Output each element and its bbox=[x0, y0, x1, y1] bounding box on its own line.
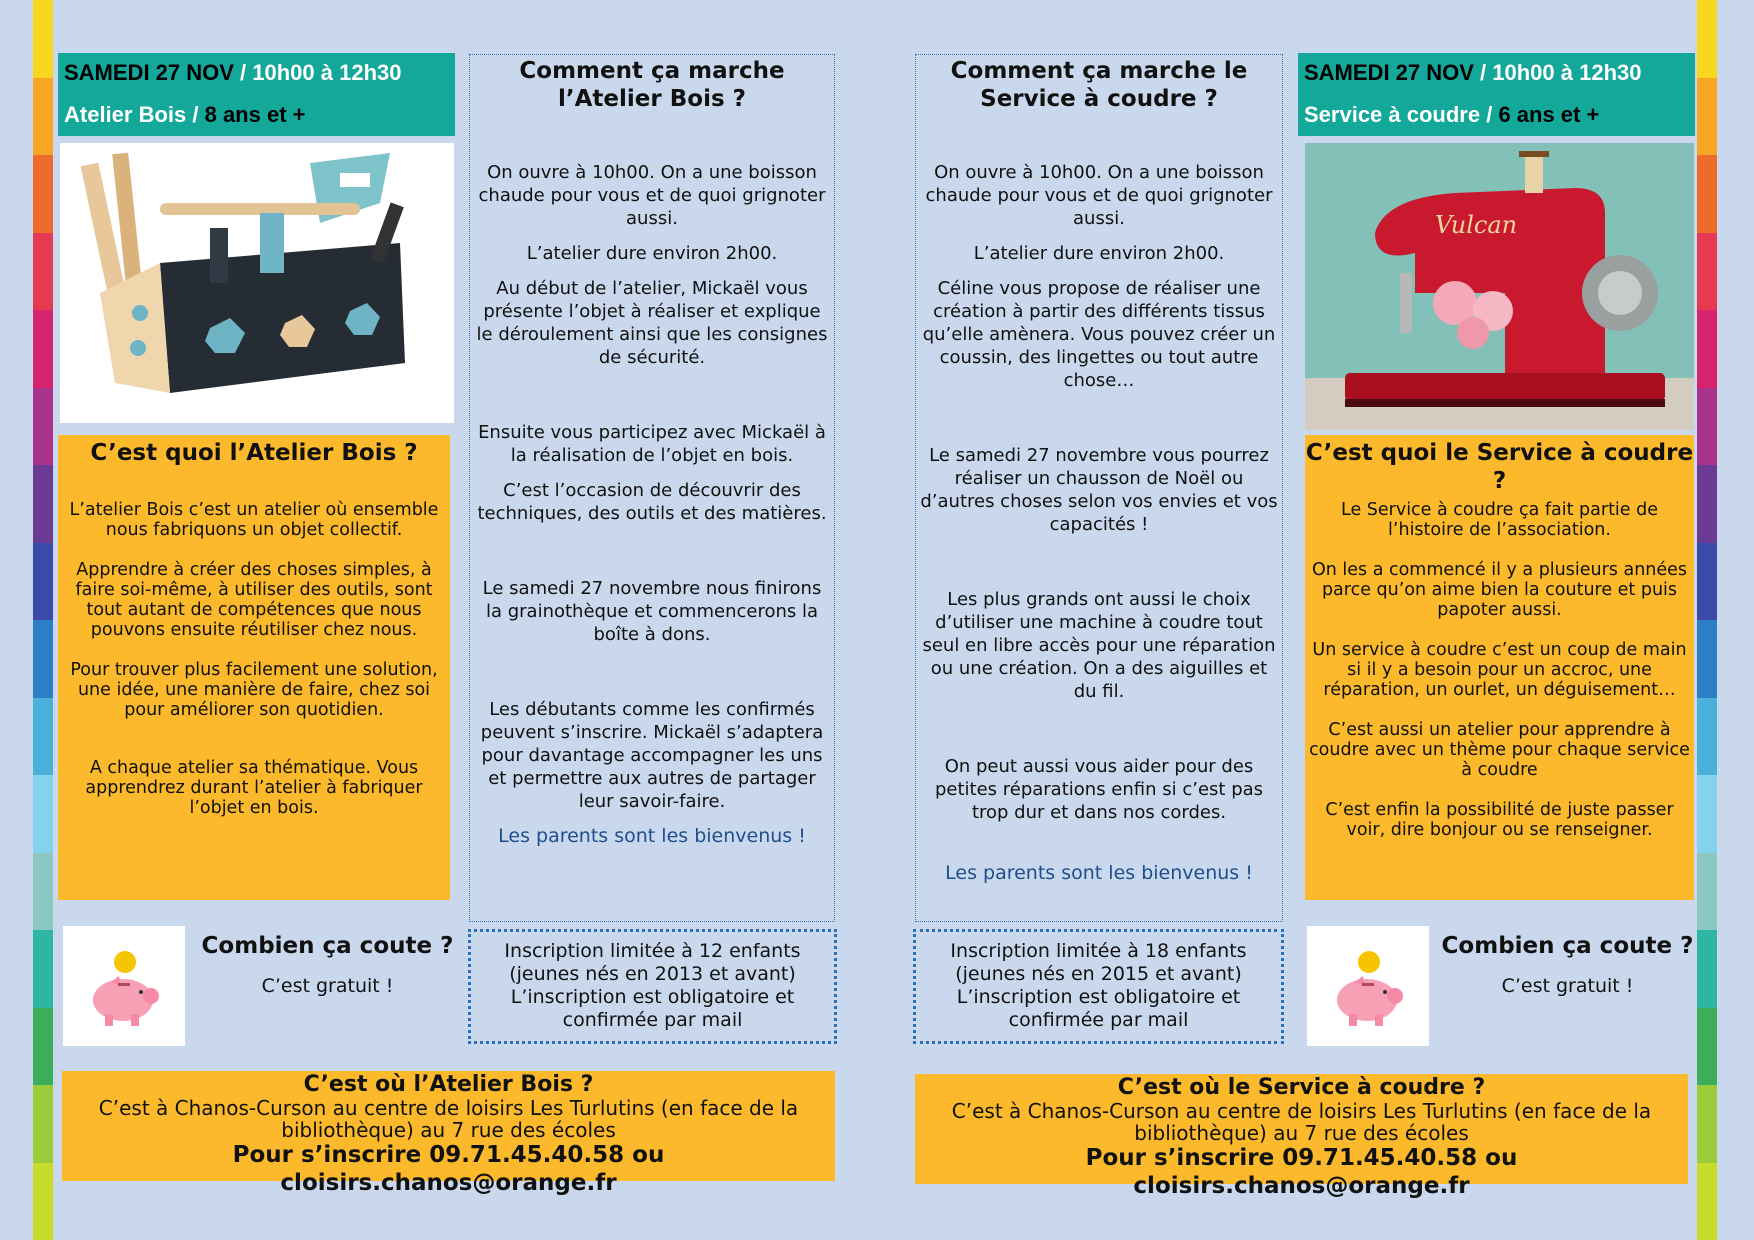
right-what-para-3: Un service à coudre c’est un coup de main si il y a besoin pour un accroc, une réparation, un ourlet, un déguisement… bbox=[1312, 640, 1687, 700]
stripe-segment bbox=[1697, 853, 1717, 931]
right-what-body bbox=[1309, 500, 1690, 852]
left-what-panel bbox=[58, 435, 450, 900]
left-what-para-3: Pour trouver plus facilement une solution, une idée, une manière de faire, chez soi pour améliorer son quotidien. bbox=[70, 660, 438, 720]
right-cost-value: C’est gratuit ! bbox=[1501, 975, 1634, 997]
stripe-segment bbox=[33, 155, 53, 233]
left-inscription-box bbox=[468, 929, 837, 1044]
right-what-para-1: Le Service à coudre ça fait partie de l’histoire de l’association. bbox=[1341, 500, 1658, 540]
left-what-title: C’est quoi l’Atelier Bois ? bbox=[90, 440, 418, 466]
left-how-para-2: L’atelier dure environ 2h00. bbox=[526, 243, 778, 264]
left-header-date: SAMEDI 27 NOV bbox=[64, 60, 234, 85]
right-how-para-6: On peut aussi vous aider pour des petites réparations enfin si c’est pas trop dur et dans nos cordes. bbox=[934, 756, 1264, 823]
right-header-date: SAMEDI 27 NOV bbox=[1304, 60, 1474, 85]
right-parents-note: Les parents sont les bienvenus ! bbox=[945, 862, 1253, 884]
right-what-panel bbox=[1305, 435, 1694, 900]
piggy-bank-icon bbox=[63, 926, 185, 1046]
right-how-para-1: On ouvre à 10h00. On a une boisson chaude pour vous et de quoi grignoter aussi. bbox=[925, 162, 1273, 229]
stripe-segment bbox=[1697, 775, 1717, 853]
stripe-segment bbox=[33, 465, 53, 543]
left-how-para-6: Le samedi 27 novembre nous finirons la grainothèque et commencerons la boîte à dons. bbox=[482, 578, 822, 645]
right-rainbow-stripe bbox=[1697, 0, 1717, 1240]
stripe-segment bbox=[1697, 1163, 1717, 1240]
piggy-bank-icon bbox=[1307, 926, 1429, 1046]
stripe-segment bbox=[1697, 310, 1717, 388]
stripe-segment bbox=[1697, 465, 1717, 543]
left-inscription-line-2: (jeunes nés en 2013 et avant) bbox=[509, 963, 796, 985]
right-what-para-4: C’est aussi un atelier pour apprendre à coudre avec un thème pour chaque service à coudre bbox=[1309, 720, 1690, 780]
stripe-segment bbox=[33, 78, 53, 156]
left-how-para-4: Ensuite vous participez avec Mickaël à la réalisation de l’objet en bois. bbox=[478, 422, 826, 466]
left-where-panel bbox=[62, 1071, 835, 1196]
stripe-segment bbox=[33, 1008, 53, 1086]
toolbox-icon bbox=[60, 143, 454, 423]
right-how-para-3: Céline vous propose de réaliser une création à partir des différents tissus qu’elle amènera. Vous pouvez créer un coussin, des lingettes ou tout autre chose… bbox=[922, 278, 1276, 391]
svg-text:Vulcan: Vulcan bbox=[1435, 211, 1518, 239]
left-how-para-5: C’est l’occasion de découvrir des techniques, des outils et des matières. bbox=[477, 480, 827, 524]
stripe-segment bbox=[1697, 930, 1717, 1008]
left-header-time: / 10h00 à 12h30 bbox=[233, 60, 402, 85]
right-header-title: Service à coudre / bbox=[1304, 102, 1499, 127]
right-inscription-line-1: Inscription limitée à 18 enfants bbox=[950, 940, 1247, 962]
right-how-body bbox=[920, 161, 1278, 897]
stripe-segment bbox=[33, 620, 53, 698]
stripe-segment bbox=[1697, 388, 1717, 466]
right-inscription-box bbox=[913, 929, 1284, 1044]
right-how-para-5: Les plus grands ont aussi le choix d’utiliser une machine à coudre tout seul en libre accès pour une réparation ou une création. On a des aiguilles et du fil. bbox=[922, 589, 1276, 702]
left-parents-note: Les parents sont les bienvenus ! bbox=[498, 825, 806, 847]
left-inscription-line-4: confirmée par mail bbox=[562, 1009, 743, 1031]
left-header-title: Atelier Bois / bbox=[64, 102, 205, 127]
sewing-machine-icon bbox=[1305, 143, 1694, 430]
stripe-segment bbox=[33, 543, 53, 621]
stripe-segment bbox=[1697, 620, 1717, 698]
left-how-para-3: Au début de l’atelier, Mickaël vous présente l’objet à réaliser et explique le déroulement ainsi que les consignes de sécurité. bbox=[476, 278, 828, 368]
right-piggy-bank-image bbox=[1307, 926, 1429, 1046]
left-where-title: C’est où l’Atelier Bois ? bbox=[303, 1072, 594, 1097]
left-what-body bbox=[68, 500, 440, 830]
right-where-text: C’est à Chanos-Curson au centre de loisirs Les Turlutins (en face de la bibliothèque) au 7 rue des écoles bbox=[951, 1099, 1652, 1145]
left-header bbox=[58, 53, 455, 136]
stripe-segment bbox=[1697, 0, 1717, 78]
right-inscription-line-2: (jeunes nés en 2015 et avant) bbox=[955, 963, 1242, 985]
left-inscription-line-1: Inscription limitée à 12 enfants bbox=[504, 940, 801, 962]
right-what-para-2: On les a commencé il y a plusieurs années parce qu’on aime bien la couture et puis papoter aussi. bbox=[1311, 560, 1688, 620]
right-header-time: / 10h00 à 12h30 bbox=[1473, 60, 1642, 85]
right-where-contact: Pour s’inscrire 09.71.45.40.58 ou cloisirs.chanos@orange.fr bbox=[1085, 1145, 1518, 1199]
stripe-segment bbox=[1697, 1085, 1717, 1163]
stripe-segment bbox=[1697, 1008, 1717, 1086]
left-where-contact: Pour s’inscrire 09.71.45.40.58 ou cloisirs.chanos@orange.fr bbox=[232, 1142, 665, 1196]
right-what-para-5: C’est enfin la possibilité de juste passer voir, dire bonjour ou se renseigner. bbox=[1325, 800, 1674, 840]
sewing-machine-image bbox=[1305, 143, 1694, 430]
right-what-title: C’est quoi le Service à coudre ? bbox=[1305, 440, 1694, 494]
left-what-para-1: L’atelier Bois c’est un atelier où ensemble nous fabriquons un objet collectif. bbox=[69, 500, 439, 540]
stripe-segment bbox=[33, 1163, 53, 1240]
left-how-panel bbox=[469, 54, 835, 922]
left-rainbow-stripe bbox=[33, 0, 53, 1240]
right-inscription-line-4: confirmée par mail bbox=[1008, 1009, 1189, 1031]
left-cost-title: Combien ça coute ? bbox=[201, 933, 454, 959]
right-where-title: C’est où le Service à coudre ? bbox=[1117, 1075, 1486, 1100]
stripe-segment bbox=[33, 853, 53, 931]
stripe-segment bbox=[33, 388, 53, 466]
stripe-segment bbox=[1697, 155, 1717, 233]
stripe-segment bbox=[1697, 543, 1717, 621]
left-header-age: 8 ans et + bbox=[204, 102, 306, 127]
left-how-para-7: Les débutants comme les confirmés peuvent s’inscrire. Mickaël s’adaptera pour davantage accompagner les uns et permettre aux autres de partager leur savoir-faire. bbox=[480, 699, 824, 812]
left-where-text: C’est à Chanos-Curson au centre de loisirs Les Turlutins (en face de la bibliothèque) au 7 rue des écoles bbox=[98, 1096, 799, 1142]
left-what-para-4: A chaque atelier sa thématique. Vous apprendrez durant l’atelier à fabriquer l’objet en bois. bbox=[85, 758, 423, 818]
right-header bbox=[1298, 53, 1695, 136]
right-how-panel bbox=[915, 54, 1283, 922]
stripe-segment bbox=[33, 775, 53, 853]
right-cost-title: Combien ça coute ? bbox=[1441, 933, 1694, 959]
left-what-para-2: Apprendre à créer des choses simples, à faire soi-même, à utiliser des outils, sont tout autant de compétences que nous pouvons ensuite réutiliser chez nous. bbox=[75, 560, 433, 640]
stripe-segment bbox=[33, 698, 53, 776]
left-cost-value: C’est gratuit ! bbox=[261, 975, 394, 997]
left-how-para-1: On ouvre à 10h00. On a une boisson chaude pour vous et de quoi grignoter aussi. bbox=[478, 162, 826, 229]
right-header-age: 6 ans et + bbox=[1498, 102, 1600, 127]
stripe-segment bbox=[33, 0, 53, 78]
right-where-panel bbox=[915, 1074, 1688, 1199]
stripe-segment bbox=[1697, 698, 1717, 776]
stripe-segment bbox=[1697, 78, 1717, 156]
stripe-segment bbox=[33, 1085, 53, 1163]
left-piggy-bank-image bbox=[63, 926, 185, 1046]
right-how-para-2: L’atelier dure environ 2h00. bbox=[973, 243, 1225, 264]
stripe-segment bbox=[33, 930, 53, 1008]
right-inscription-line-3: L’inscription est obligatoire et bbox=[956, 986, 1241, 1008]
toolbox-image bbox=[60, 143, 454, 423]
left-how-body bbox=[474, 161, 830, 860]
left-how-title: Comment ça marche l’Atelier Bois ? bbox=[519, 58, 785, 112]
left-inscription-line-3: L’inscription est obligatoire et bbox=[510, 986, 795, 1008]
right-how-para-4: Le samedi 27 novembre vous pourrez réaliser un chausson de Noël ou d’autres choses selon vos envies et vos capacités ! bbox=[920, 445, 1278, 535]
stripe-segment bbox=[33, 310, 53, 388]
right-how-title: Comment ça marche le Service à coudre ? bbox=[950, 58, 1248, 112]
stripe-segment bbox=[33, 233, 53, 311]
stripe-segment bbox=[1697, 233, 1717, 311]
